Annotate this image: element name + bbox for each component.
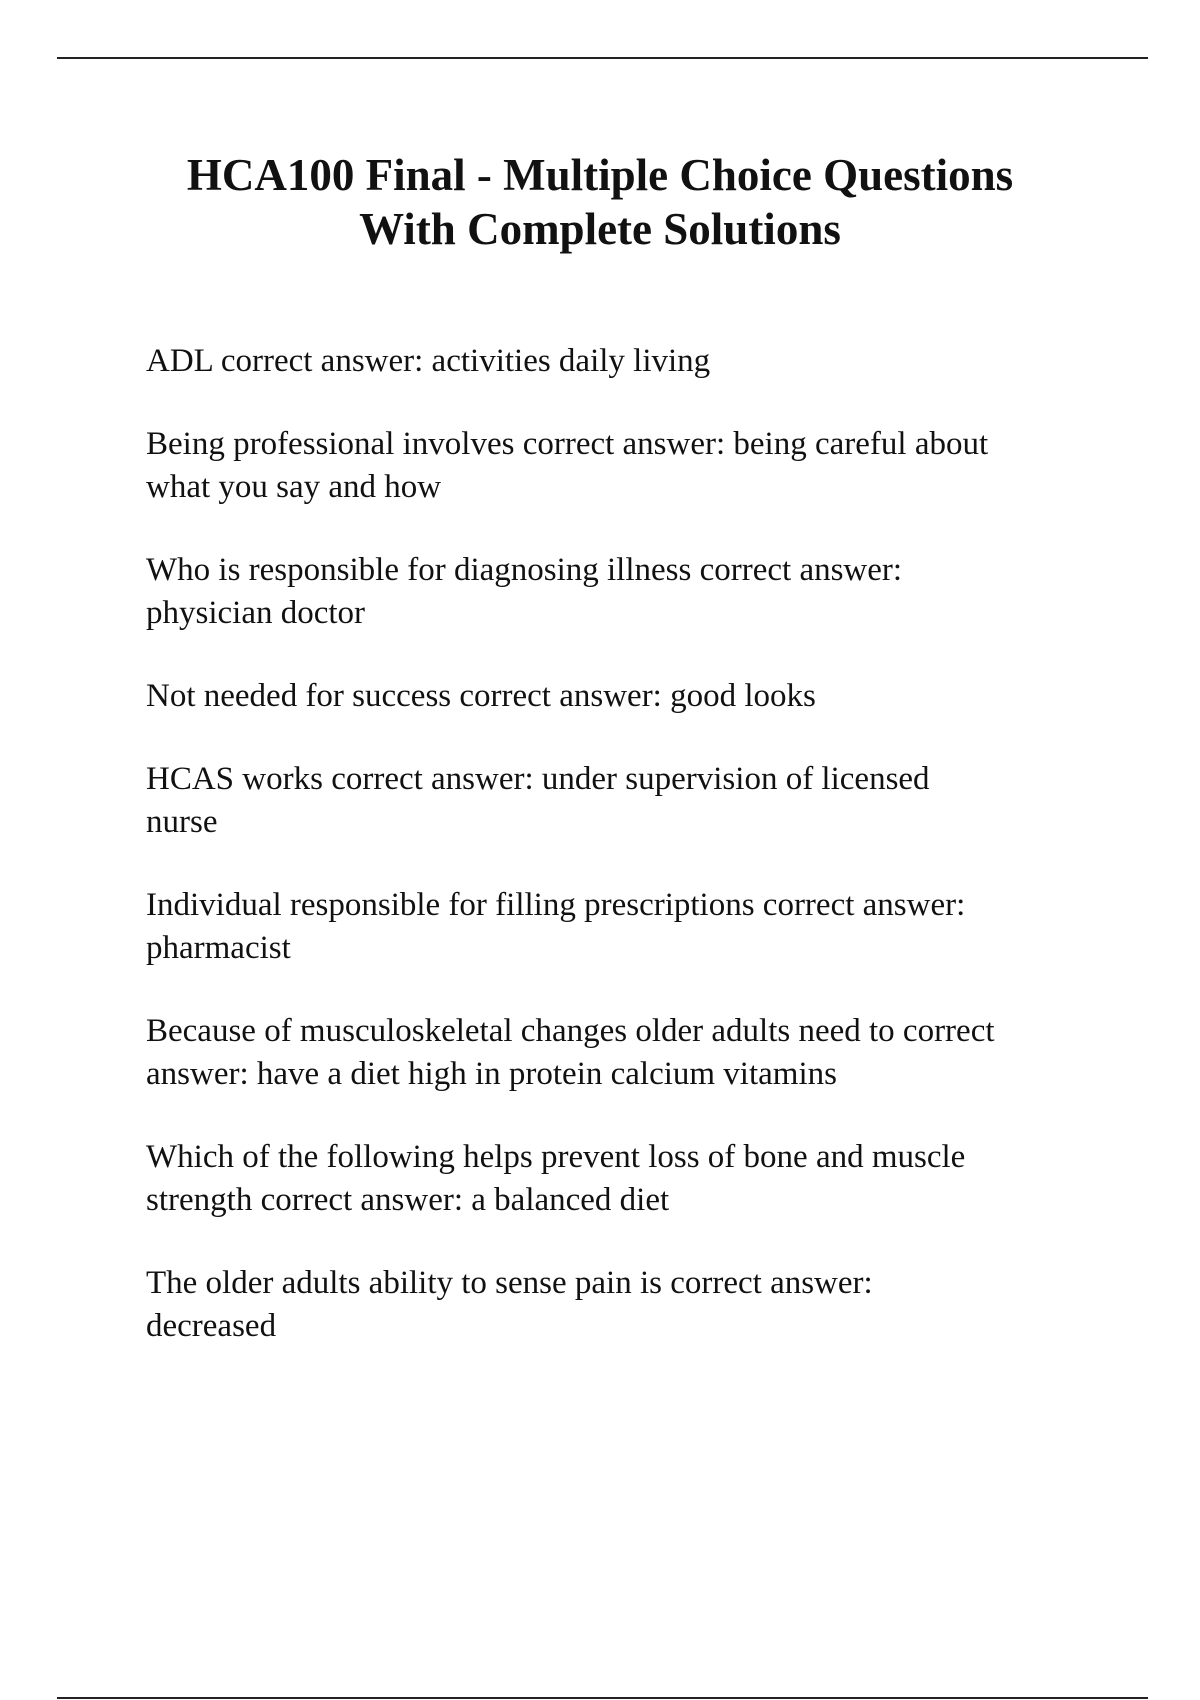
qa-line: Not needed for success correct answer: good looks <box>146 678 816 714</box>
qa-line: HCAS works correct answer: under supervision of licensed <box>146 761 930 797</box>
qa-line: strength correct answer: a balanced diet <box>146 1182 670 1218</box>
qa-item <box>146 675 1146 718</box>
document-title <box>0 148 1200 256</box>
qa-line: what you say and how <box>146 469 442 505</box>
header-divider <box>57 57 1148 59</box>
title-line: HCA100 Final - Multiple Choice Questions <box>186 150 1014 200</box>
qa-item <box>146 1262 1146 1348</box>
qa-item <box>146 1010 1146 1096</box>
qa-line: The older adults ability to sense pain is correct answer: <box>146 1265 873 1301</box>
qa-item <box>146 549 1146 635</box>
qa-line: answer: have a diet high in protein calcium vitamins <box>146 1056 837 1092</box>
qa-line: physician doctor <box>146 595 366 631</box>
qa-line: pharmacist <box>146 930 291 966</box>
qa-line: Who is responsible for diagnosing illness correct answer: <box>146 552 903 588</box>
qa-line: Being professional involves correct answer: being careful about <box>146 426 989 462</box>
title-line: With Complete Solutions <box>359 204 841 254</box>
qa-item <box>146 1136 1146 1222</box>
qa-item <box>146 340 1146 383</box>
qa-line: Individual responsible for filling prescriptions correct answer: <box>146 887 966 923</box>
qa-item <box>146 758 1146 844</box>
qa-line: ADL correct answer: activities daily living <box>146 343 711 379</box>
qa-line: Which of the following helps prevent loss of bone and muscle <box>146 1139 966 1175</box>
qa-line: decreased <box>146 1308 277 1344</box>
qa-line: Because of musculoskeletal changes older adults need to correct <box>146 1013 995 1049</box>
footer-divider <box>57 1697 1148 1699</box>
qa-list <box>146 340 1146 1388</box>
qa-line: nurse <box>146 804 218 840</box>
qa-item <box>146 423 1146 509</box>
qa-item <box>146 884 1146 970</box>
